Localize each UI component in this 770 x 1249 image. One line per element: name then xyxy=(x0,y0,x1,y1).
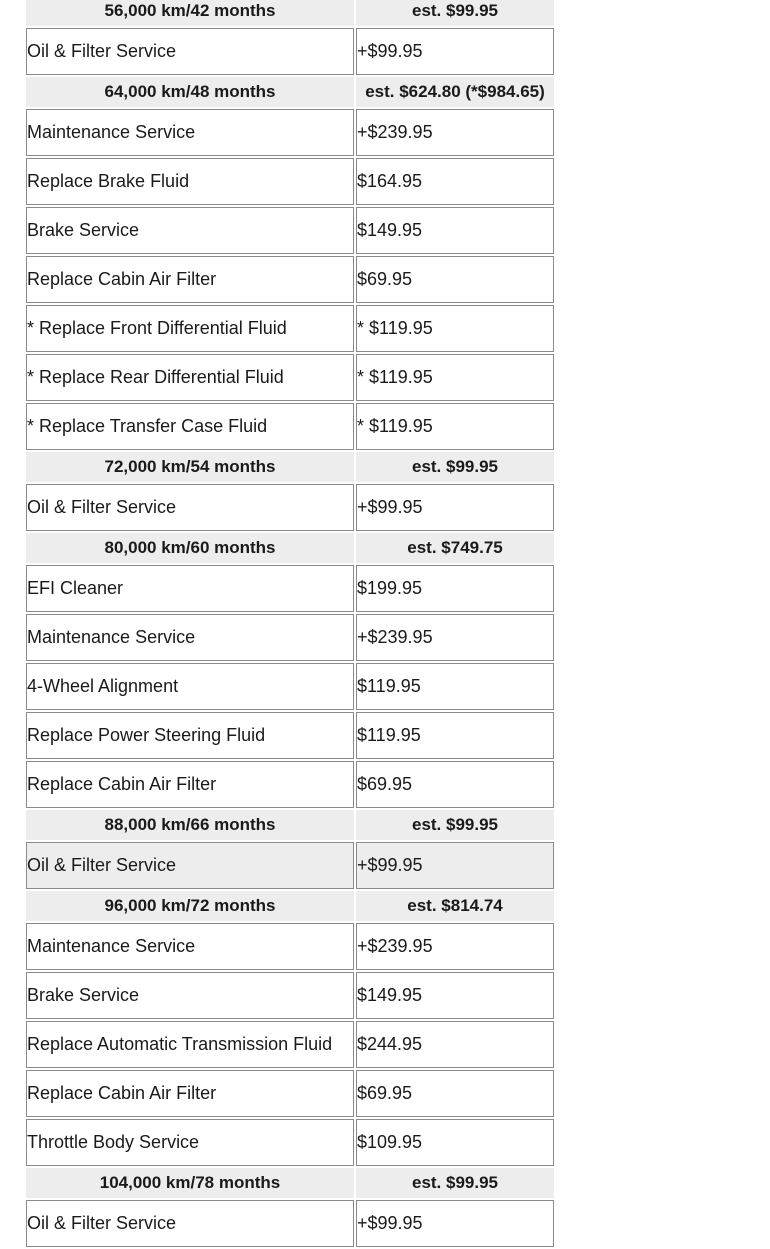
service-price: +$99.95 xyxy=(356,842,554,889)
interval-header-row xyxy=(26,891,554,921)
service-row xyxy=(26,109,554,156)
service-price: $69.95 xyxy=(356,761,554,808)
service-row xyxy=(26,207,554,254)
service-price: $119.95 xyxy=(356,663,554,710)
interval-estimate: est. $99.95 xyxy=(356,810,554,840)
service-row xyxy=(26,614,554,661)
service-row xyxy=(26,28,554,75)
interval-estimate: est. $814.74 xyxy=(356,891,554,921)
service-price: +$99.95 xyxy=(356,484,554,531)
service-price: * $119.95 xyxy=(356,354,554,401)
service-price: $109.95 xyxy=(356,1119,554,1166)
interval-label: 96,000 km/72 months xyxy=(26,891,354,921)
service-name: EFI Cleaner xyxy=(26,565,354,612)
service-row xyxy=(26,1021,554,1068)
interval-header-row xyxy=(26,810,554,840)
service-name: Brake Service xyxy=(26,972,354,1019)
service-name: Oil & Filter Service xyxy=(26,1200,354,1247)
service-name: Maintenance Service xyxy=(26,109,354,156)
interval-header-row xyxy=(26,0,554,26)
service-row xyxy=(26,256,554,303)
service-name: Oil & Filter Service xyxy=(26,28,354,75)
service-name: Replace Automatic Transmission Fluid xyxy=(26,1021,354,1068)
service-row xyxy=(26,712,554,759)
service-name: 4-Wheel Alignment xyxy=(26,663,354,710)
service-name: Replace Cabin Air Filter xyxy=(26,761,354,808)
service-name: Oil & Filter Service xyxy=(26,842,354,889)
service-row xyxy=(26,663,554,710)
service-name: Replace Brake Fluid xyxy=(26,158,354,205)
service-name: Brake Service xyxy=(26,207,354,254)
interval-header-row xyxy=(26,1168,554,1198)
service-price: +$99.95 xyxy=(356,1200,554,1247)
service-price: $119.95 xyxy=(356,712,554,759)
service-name: Replace Cabin Air Filter xyxy=(26,256,354,303)
interval-label: 80,000 km/60 months xyxy=(26,533,354,563)
service-price: $69.95 xyxy=(356,1070,554,1117)
service-row xyxy=(26,565,554,612)
service-price: $244.95 xyxy=(356,1021,554,1068)
service-name: Oil & Filter Service xyxy=(26,484,354,531)
interval-estimate: est. $624.80 (*$984.65) xyxy=(356,77,554,107)
service-row xyxy=(26,842,554,889)
maintenance-schedule-table xyxy=(24,0,556,1249)
service-row xyxy=(26,1200,554,1247)
service-price: $199.95 xyxy=(356,565,554,612)
interval-header-row xyxy=(26,452,554,482)
service-price: $149.95 xyxy=(356,972,554,1019)
service-row xyxy=(26,923,554,970)
service-row xyxy=(26,484,554,531)
interval-header-row xyxy=(26,533,554,563)
service-row xyxy=(26,972,554,1019)
interval-label: 72,000 km/54 months xyxy=(26,452,354,482)
service-row xyxy=(26,403,554,450)
service-row xyxy=(26,158,554,205)
interval-label: 104,000 km/78 months xyxy=(26,1168,354,1198)
service-name: * Replace Rear Differential Fluid xyxy=(26,354,354,401)
interval-estimate: est. $99.95 xyxy=(356,1168,554,1198)
service-price: +$239.95 xyxy=(356,109,554,156)
service-price: $164.95 xyxy=(356,158,554,205)
service-row xyxy=(26,305,554,352)
service-row xyxy=(26,1070,554,1117)
maintenance-schedule-body xyxy=(26,0,554,1247)
interval-header-row xyxy=(26,77,554,107)
service-name: Replace Power Steering Fluid xyxy=(26,712,354,759)
service-name: * Replace Transfer Case Fluid xyxy=(26,403,354,450)
interval-label: 88,000 km/66 months xyxy=(26,810,354,840)
interval-estimate: est. $749.75 xyxy=(356,533,554,563)
service-name: Throttle Body Service xyxy=(26,1119,354,1166)
service-row xyxy=(26,1119,554,1166)
service-price: * $119.95 xyxy=(356,403,554,450)
service-price: +$239.95 xyxy=(356,614,554,661)
service-price: +$239.95 xyxy=(356,923,554,970)
service-name: Maintenance Service xyxy=(26,614,354,661)
service-row xyxy=(26,761,554,808)
service-row xyxy=(26,354,554,401)
service-price: +$99.95 xyxy=(356,28,554,75)
interval-estimate: est. $99.95 xyxy=(356,452,554,482)
service-name: Replace Cabin Air Filter xyxy=(26,1070,354,1117)
service-price: $69.95 xyxy=(356,256,554,303)
service-name: Maintenance Service xyxy=(26,923,354,970)
interval-label: 64,000 km/48 months xyxy=(26,77,354,107)
service-price: $149.95 xyxy=(356,207,554,254)
interval-estimate: est. $99.95 xyxy=(356,0,554,26)
interval-label: 56,000 km/42 months xyxy=(26,0,354,26)
service-name: * Replace Front Differential Fluid xyxy=(26,305,354,352)
service-price: * $119.95 xyxy=(356,305,554,352)
